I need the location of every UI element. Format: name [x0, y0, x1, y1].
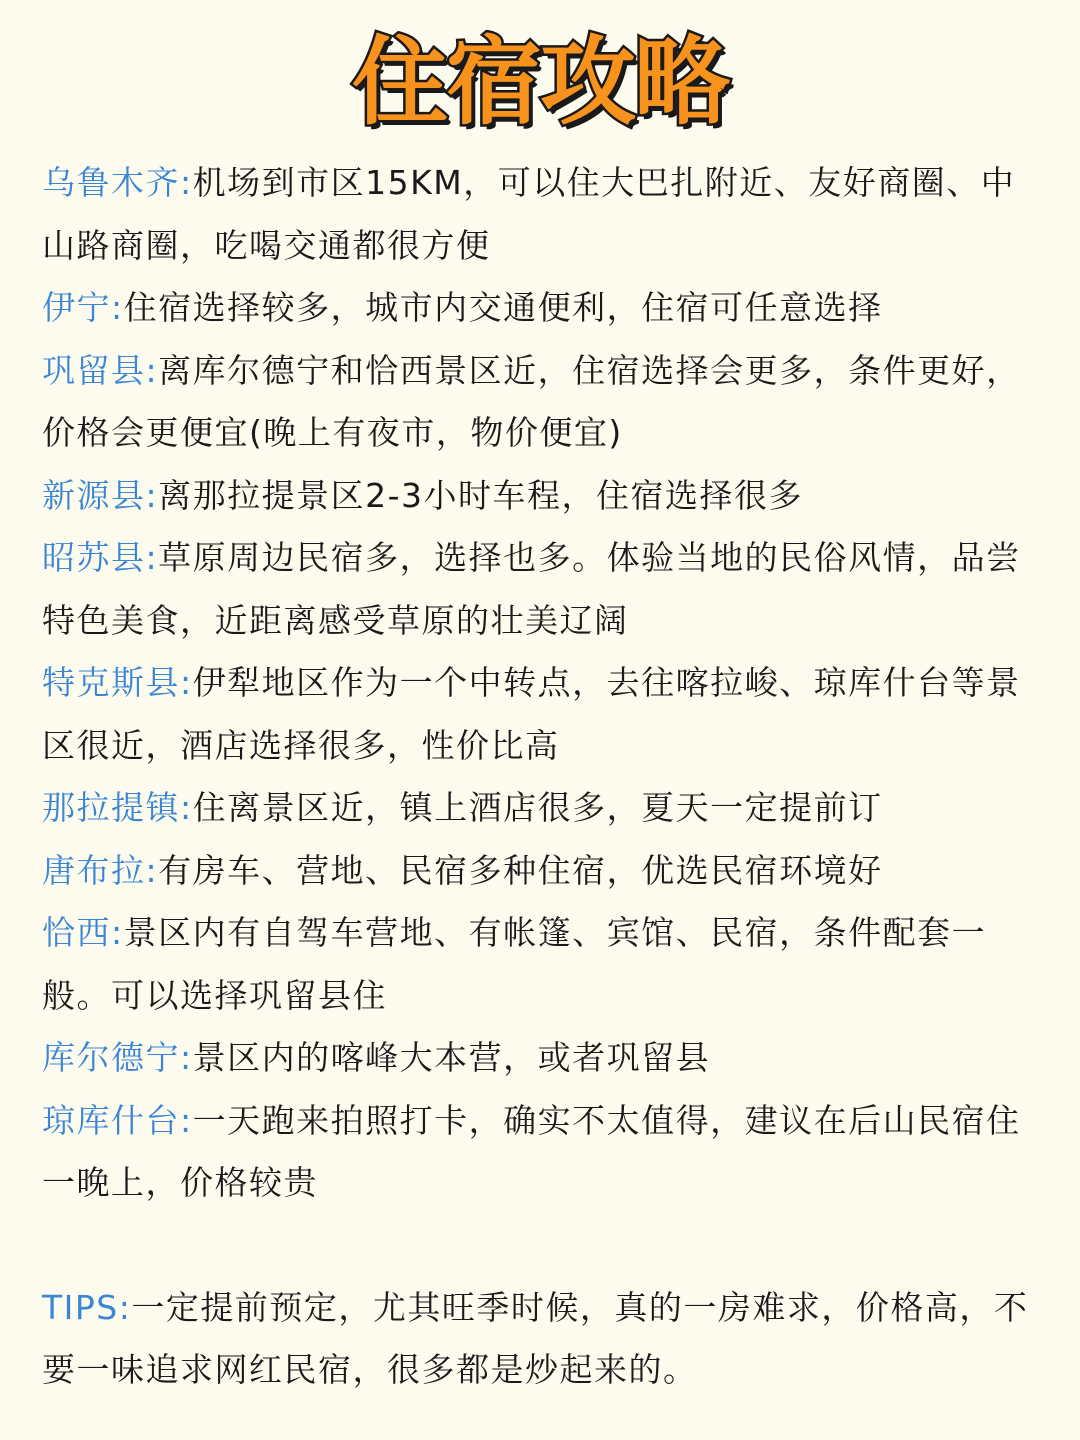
- entry-nalati: [42, 777, 1042, 840]
- entry-desc: 离库尔德宁和恰西景区近，住宿选择会更多，条件更好，价格会更便宜(晚上有夜市，物价便宜): [42, 350, 1021, 452]
- entry-tekesi: [42, 652, 1042, 777]
- entry-urumqi: [42, 152, 1042, 277]
- entry-place: 新源县:: [42, 475, 159, 515]
- entry-place: 昭苏县:: [42, 538, 159, 577]
- entry-desc: 住离景区近，镇上酒店很多，夏天一定提前订: [192, 788, 883, 827]
- entry-desc: 一天跑来拍照打卡，确实不太值得，建议在后山民宿住一晚上，价格较贵: [42, 1100, 1021, 1202]
- entry-qiaxi: [42, 902, 1042, 1027]
- entry-qiongkushitai: [42, 1090, 1042, 1215]
- tips-desc: 一定提前预定，尤其旺季时候，真的一房难求，价格高，不要一味追求网红民宿，很多都是炒起来的。: [42, 1287, 1029, 1389]
- entry-desc: 住宿选择较多，城市内交通便利，住宿可任意选择: [123, 288, 883, 327]
- entry-zhaosu: [42, 527, 1042, 652]
- entry-gongliu: [42, 340, 1042, 465]
- entry-place: 那拉提镇:: [42, 788, 193, 827]
- entry-desc: 离那拉提景区2-3小时车程，住宿选择很多: [158, 475, 804, 515]
- entry-place: 乌鲁木齐:: [42, 163, 193, 202]
- entry-tangbula: [42, 840, 1042, 903]
- entry-desc: 景区内有自驾车营地、有帐篷、宾馆、民宿，条件配套一般。可以选择巩留县住: [42, 913, 987, 1015]
- entry-desc: 伊犁地区作为一个中转点，去往喀拉峻、琼库什台等景区很近，酒店选择很多，性价比高: [42, 663, 1021, 765]
- tips-label: TIPS:: [42, 1287, 132, 1327]
- tips: [42, 1277, 1042, 1402]
- page-title: 住宿攻略: [352, 26, 728, 138]
- entry-desc: 草原周边民宿多，选择也多。体验当地的民俗风情，品尝特色美食，近距离感受草原的壮美辽阔: [42, 538, 1021, 640]
- entry-desc: 机场到市区15KM，可以住大巴扎附近、友好商圈、中山路商圈，吃喝交通都很方便: [42, 163, 1016, 265]
- entry-place: 库尔德宁:: [42, 1038, 193, 1077]
- entry-place: 特克斯县:: [42, 663, 193, 702]
- entry-place: 唐布拉:: [42, 850, 159, 890]
- entry-place: 巩留县:: [42, 350, 159, 390]
- entry-place: 伊宁:: [42, 288, 124, 327]
- entry-desc: 有房车、营地、民宿多种住宿，优选民宿环境好: [158, 850, 883, 890]
- entry-place: 琼库什台:: [42, 1100, 193, 1140]
- entry-desc: 景区内的喀峰大本营，或者巩留县: [192, 1038, 711, 1077]
- header: [0, 22, 1080, 142]
- entry-kuerdening: [42, 1027, 1042, 1090]
- accommodation-list: [42, 152, 1042, 1402]
- entry-xinyuan: [42, 465, 1042, 528]
- entry-yining: [42, 277, 1042, 340]
- entry-place: 恰西:: [42, 913, 124, 952]
